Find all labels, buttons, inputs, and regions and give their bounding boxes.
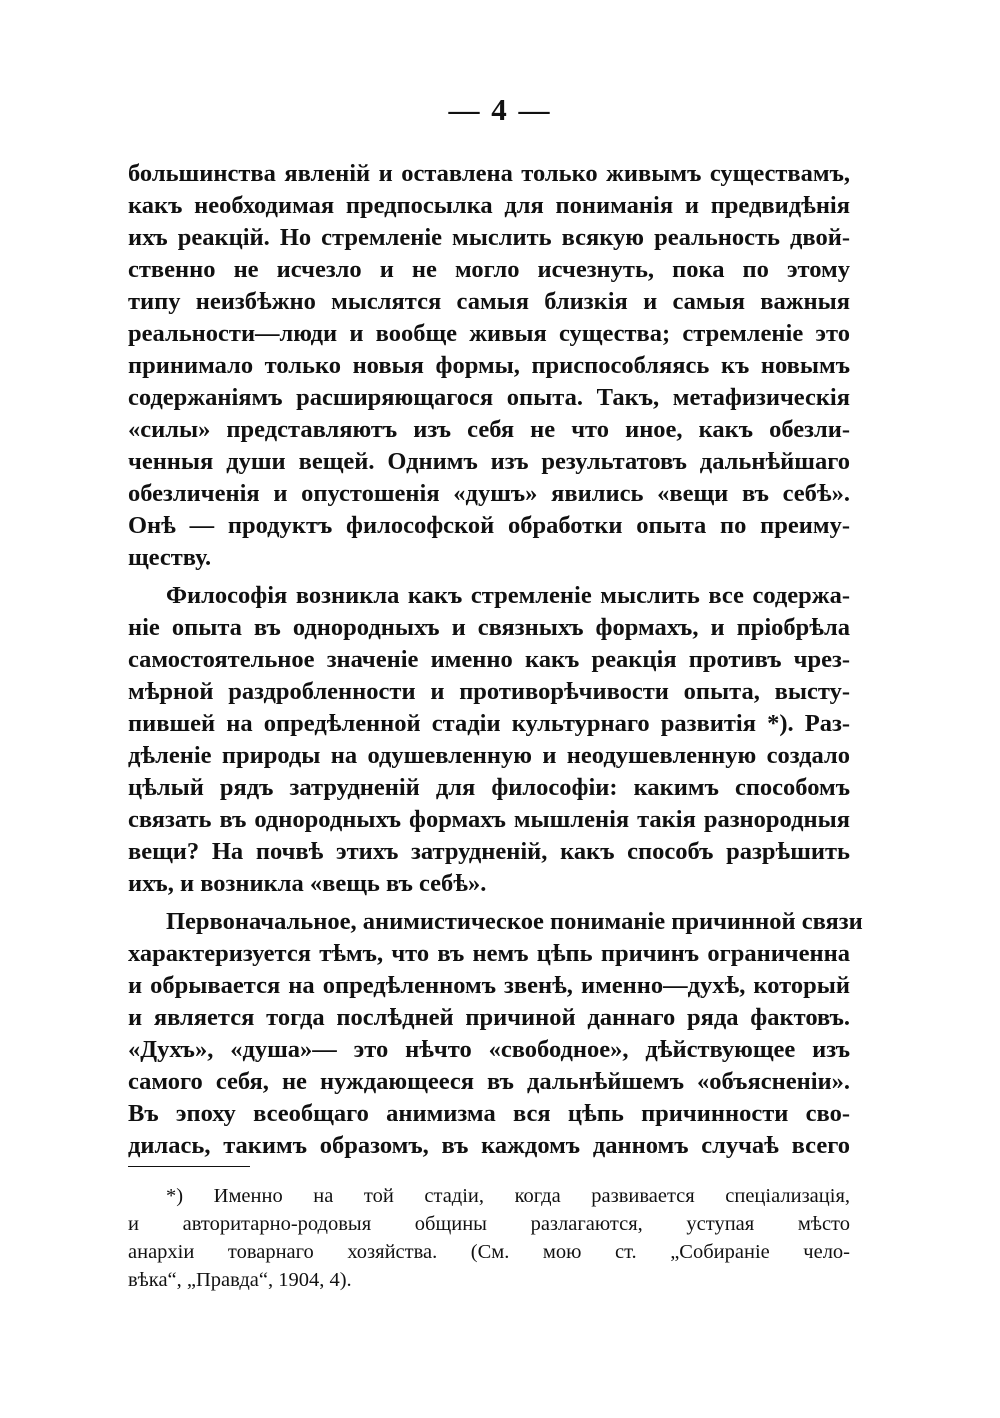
- text-line: самостоятельное значеніе именно какъ реакція противъ чрез-: [128, 646, 850, 673]
- text-line: дѣленіе природы на одушевленную и неодушевленную создало: [128, 742, 850, 769]
- text-line: мѣрной раздробленности и противорѣчивости опыта, высту-: [128, 678, 850, 705]
- footnote-rule: [128, 1166, 250, 1167]
- text-line: ихъ реакцій. Но стремленіе мыслить всякую реальность двой-: [128, 224, 850, 251]
- text-line: пившей на опредѣленной стадіи культурнаго развитія *). Раз-: [128, 710, 850, 737]
- text-line: какъ необходимая предпосылка для пониманія и предвидѣнія: [128, 192, 850, 219]
- text-line: «силы» представляютъ изъ себя не что иное, какъ обезли-: [128, 416, 850, 443]
- text-line: и обрывается на опредѣленномъ звенѣ, именно—духѣ, который: [128, 972, 850, 999]
- text-line: Первоначальное, анимистическое пониманіе причинной связи: [166, 908, 863, 935]
- text-line: содержаніямъ расширяющагося опыта. Такъ, метафизическія: [128, 384, 850, 411]
- text-line: Въ эпоху всеобщаго анимизма вся цѣпь причинности сво-: [128, 1100, 850, 1127]
- text-line: ніе опыта въ однородныхъ и связныхъ формахъ, и пріобрѣла: [128, 614, 850, 641]
- text-line: большинства явленій и оставлена только живымъ существамъ,: [128, 160, 850, 187]
- text-line: связать въ однородныхъ формахъ мышленія такія разнородныя: [128, 806, 850, 833]
- text-line: ченныя души вещей. Однимъ изъ результатовъ дальнѣйшаго: [128, 448, 850, 475]
- footnote-line: анархіи товарнаго хозяйства. (См. мою ст. „Собираніе чело-: [128, 1241, 850, 1263]
- footnote-line: вѣка“, „Правда“, 1904, 4).: [128, 1269, 352, 1291]
- footnote-line: и авторитарно-родовыя общины разлагаются, уступая мѣсто: [128, 1213, 850, 1235]
- page-number: — 4 —: [448, 92, 552, 127]
- text-line: цѣлый рядъ затрудненій для философіи: какимъ способомъ: [128, 774, 850, 801]
- text-line: «Духъ», «душа»— это нѣчто «свободное», дѣйствующее изъ: [128, 1036, 850, 1063]
- text-line: и является тогда послѣдней причиной даннаго ряда фактовъ.: [128, 1004, 850, 1031]
- text-line: вещи? На почвѣ этихъ затрудненій, какъ способъ разрѣшить: [128, 838, 850, 865]
- text-line: ихъ, и возникла «вещь въ себѣ».: [128, 870, 487, 897]
- text-line: характеризуется тѣмъ, что въ немъ цѣпь причинъ ограниченна: [128, 940, 850, 967]
- text-line: Философія возникла какъ стремленіе мыслить все содержа-: [166, 582, 850, 609]
- text-line: обезличенія и опустошенія «душъ» явились «вещи въ себѣ».: [128, 480, 850, 507]
- footnote-line: *) Именно на той стадіи, когда развивается спеціализація,: [166, 1185, 850, 1207]
- text-line: ществу.: [128, 544, 212, 571]
- text-line: Онѣ — продуктъ философской обработки опыта по преиму-: [128, 512, 850, 539]
- text-line: самого себя, не нуждающееся въ дальнѣйшемъ «объясненіи».: [128, 1068, 850, 1095]
- text-line: типу неизбѣжно мыслятся самыя близкія и самыя важныя: [128, 288, 850, 315]
- text-line: дилась, такимъ образомъ, въ каждомъ данномъ случаѣ всего: [128, 1132, 850, 1159]
- text-line: ственно не исчезло и не могло исчезнуть, пока по этому: [128, 256, 850, 283]
- text-line: реальности—люди и вообще живыя существа; стремленіе это: [128, 320, 850, 347]
- text-line: принимало только новыя формы, приспособляясь къ новымъ: [128, 352, 850, 379]
